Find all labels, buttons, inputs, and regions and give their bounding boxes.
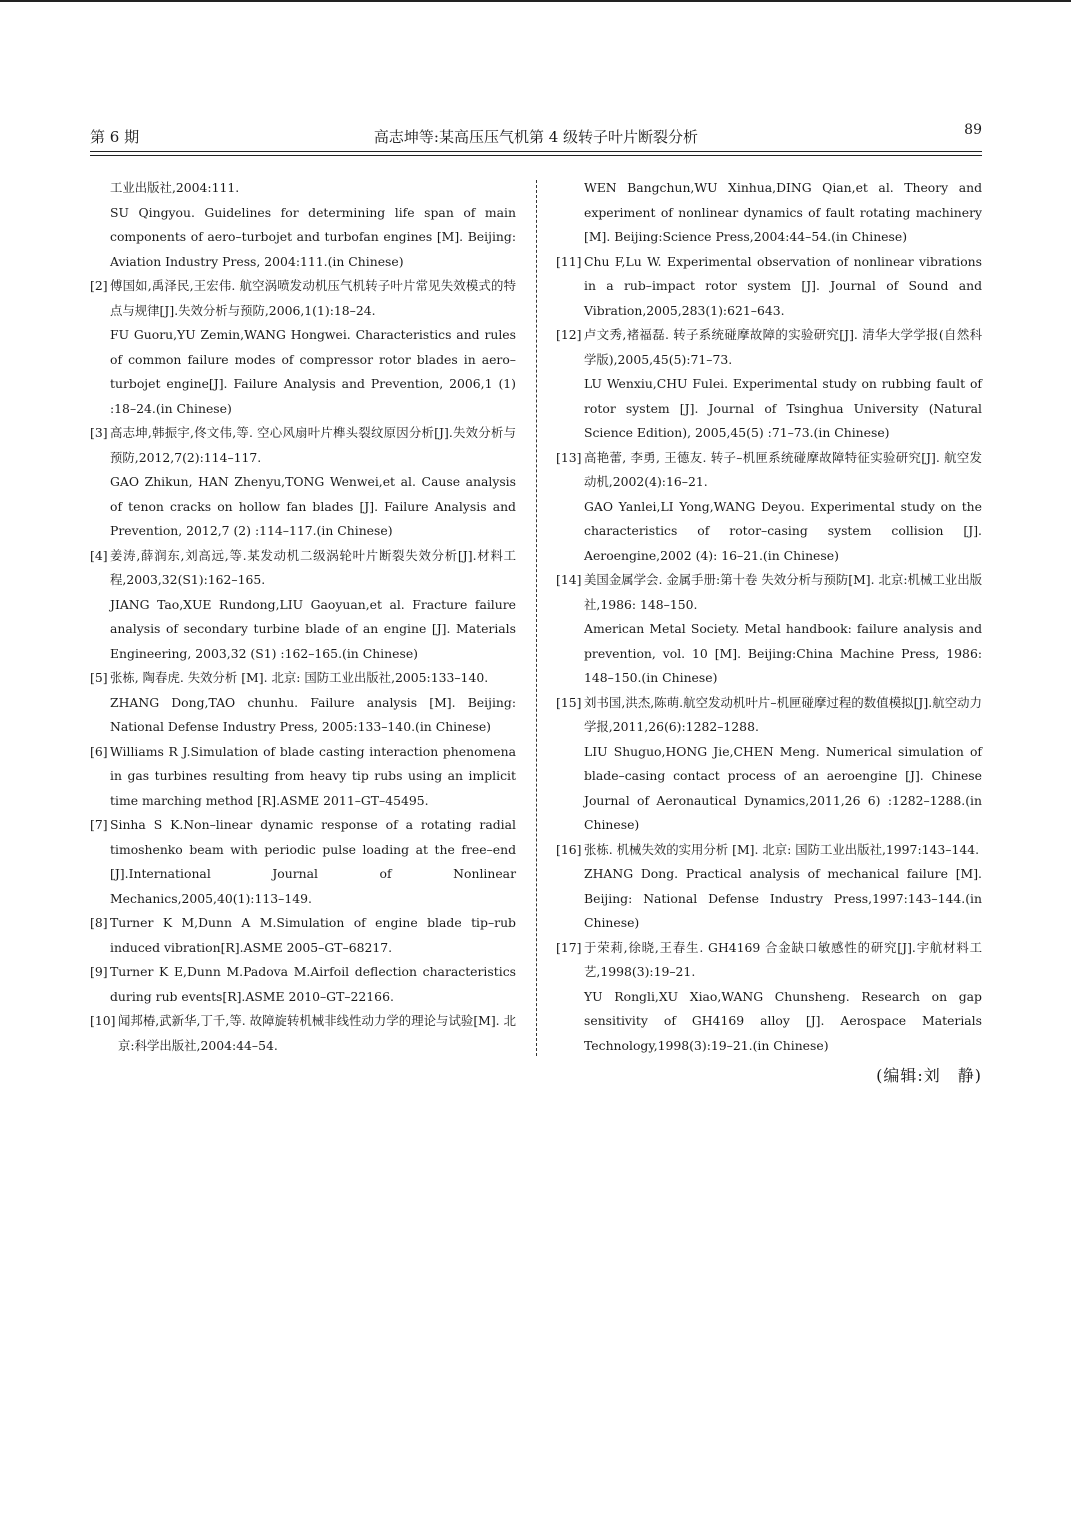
reference-translation: GAO Zhikun, HAN Zhenyu,TONG Wenwei,et al. Cause analysis of tenon cracks on hollow fan blades [J]. Failure Analysis and Prevention, 2012,7 (2) :114–117.(in Chinese)	[110, 474, 516, 538]
reference-item	[556, 446, 982, 569]
reference-text: 张栋. 机械失效的实用分析 [M]. 北京: 国防工业出版社,1997:143–144.	[584, 841, 980, 857]
reference-number: [4]	[90, 547, 108, 563]
reference-text: 美国金属学会. 金属手册:第十卷 失效分析与预防[M]. 北京:机械工业出版社,1986: 148–150.	[584, 572, 982, 612]
reference-continuation-en: WEN Bangchun,WU Xinhua,DING Qian,et al. Theory and experiment of nonlinear dynamics of fault rotating machinery [M]. Beijing:Science Press,2004:44–54.(in Chinese)	[584, 180, 982, 244]
reference-text: 姜涛,薛润东,刘高远,等.某发动机二级涡轮叶片断裂失效分析[J].材料工程,2003,32(S1):162–165.	[110, 547, 516, 587]
column-divider	[536, 180, 537, 1056]
reference-number: [16]	[556, 841, 582, 857]
reference-number: [12]	[556, 327, 582, 342]
reference-text: 刘书国,洪杰,陈萌.航空发动机叶片–机匣碰摩过程的数值模拟[J].航空动力学报,2011,26(6):1282–1288.	[584, 694, 982, 734]
reference-number: [11]	[556, 253, 582, 269]
reference-translation: ZHANG Dong. Practical analysis of mechanical failure [M]. Beijing: National Defense Industry Press,1997:143–144.(in Chinese)	[584, 866, 982, 930]
reference-item	[90, 740, 516, 814]
reference-continuation-en: SU Qingyou. Guidelines for determining life span of main components of aero–turbojet and turbofan engines [M]. Beijing: Aviation Industry Press, 2004:111.(in Chinese)	[110, 204, 516, 269]
reference-item	[556, 323, 982, 446]
references-right-column	[556, 176, 982, 1089]
reference-item	[556, 838, 982, 936]
reference-translation: LIU Shuguo,HONG Jie,CHEN Meng. Numerical simulation of blade–casing contact process of an aeroengine [J]. Chinese Journal of Aeronautical Dynamics,2011,26 6) :1282–1288.(in Chinese)	[584, 743, 982, 832]
reference-translation: ZHANG Dong,TAO chunhu. Failure analysis [M]. Beijing: National Defense Industry Press, 2005:133–140.(in Chinese)	[110, 694, 516, 734]
reference-text: 傅国如,禹泽民,王宏伟. 航空涡喷发动机压气机转子叶片常见失效模式的特点与规律[J].失效分析与预防,2006,1(1):18–24.	[110, 278, 516, 318]
reference-text: 闻邦椿,武新华,丁千,等. 故障旋转机械非线性动力学的理论与试验[M]. 北京:科学出版社,2004:44–54.	[118, 1013, 516, 1053]
reference-number: [14]	[556, 572, 582, 587]
page-top-border	[0, 0, 1071, 2]
reference-item	[90, 666, 516, 740]
reference-item	[556, 568, 982, 691]
reference-text: Turner K M,Dunn A M.Simulation of engine blade tip–rub induced vibration[R].ASME 2005–GT–68217.	[110, 915, 516, 955]
running-title: 高志坤等:某高压压气机第 4 级转子叶片断裂分析	[373, 128, 699, 146]
reference-text: 张栋, 陶春虎. 失效分析 [M]. 北京: 国防工业出版社,2005:133–140.	[110, 670, 489, 685]
reference-number: [6]	[90, 743, 108, 759]
reference-translation: JIANG Tao,XUE Rundong,LIU Gaoyuan,et al. Fracture failure analysis of secondary turbine blade of an engine [J]. Materials Engineering, 2003,32 (S1) :162–165.(in Chinese)	[110, 596, 516, 661]
running-header	[90, 122, 982, 148]
reference-translation: GAO Yanlei,LI Yong,WANG Deyou. Experimental study on the characteristics of rotor–casing system collision [J]. Aeroengine,2002 (4): 16–21.(in Chinese)	[584, 498, 982, 563]
reference-item	[90, 960, 516, 1009]
reference-item	[556, 936, 982, 1059]
reference-item	[556, 250, 982, 324]
reference-item	[90, 1009, 516, 1058]
reference-text: Sinha S K.Non–linear dynamic response of a rotating radial timoshenko beam with periodic pulse loading at the free–end [J].International Journal of Nonlinear Mechanics,2005,40(1):113–149.	[110, 817, 516, 906]
reference-text: 卢文秀,褚福磊. 转子系统碰摩故障的实验研究[J]. 清华大学学报(自然科学版),2005,45(5):71–73.	[584, 327, 982, 367]
reference-text: Turner K E,Dunn M.Padova M.Airfoil deflection characteristics during rub events[R].ASME 2010–GT–22166.	[110, 964, 516, 1004]
reference-number: [13]	[556, 449, 582, 465]
reference-number: [2]	[90, 278, 108, 293]
header-rule-bottom	[90, 155, 982, 156]
page-number: 89	[964, 122, 982, 138]
issue-number: 第 6 期	[90, 128, 140, 146]
reference-text: Williams R J.Simulation of blade casting interaction phenomena in gas turbines resulting from heavy tip rubs using an implicit time marching method [R].ASME 2011–GT–45495.	[110, 743, 516, 808]
reference-text: 高志坤,韩振宇,佟文伟,等. 空心风扇叶片榫头裂纹原因分析[J].失效分析与预防,2012,7(2):114–117.	[110, 425, 516, 465]
reference-number: [17]	[556, 939, 582, 955]
header-rule-top	[90, 151, 982, 152]
reference-number: [3]	[90, 425, 108, 440]
reference-number: [15]	[556, 694, 582, 710]
reference-translation: American Metal Society. Metal handbook: failure analysis and prevention, vol. 10 [M]. Beijing:China Machine Press, 1986: 148–150.(in Chinese)	[584, 621, 982, 685]
reference-text: Chu F,Lu W. Experimental observation of nonlinear vibrations in a rub–impact rotor system [J]. Journal of Sound and Vibration,2005,283(1):621–643.	[584, 253, 982, 318]
reference-text: 高艳蕾, 李勇, 王德友. 转子–机匣系统碰摩故障特征实验研究[J]. 航空发动机,2002(4):16–21.	[584, 449, 982, 489]
reference-number: [9]	[90, 964, 108, 979]
reference-item	[90, 813, 516, 911]
reference-translation: FU Guoru,YU Zemin,WANG Hongwei. Characteristics and rules of common failure modes of compressor rotor blades in aero–turbojet engine[J]. Failure Analysis and Prevention, 2006,1 (1) :18–24.(in Chinese)	[110, 327, 516, 416]
reference-continuation: 工业出版社,2004:111.	[110, 180, 240, 195]
reference-number: [8]	[90, 915, 108, 930]
references-left-column	[90, 176, 516, 1058]
reference-number: [5]	[90, 670, 108, 685]
reference-item	[90, 544, 516, 667]
reference-item	[90, 421, 516, 544]
editor-credit: (编辑:刘 静)	[876, 1066, 982, 1085]
reference-number: [7]	[90, 817, 108, 832]
reference-number: [10]	[90, 1013, 116, 1028]
reference-item	[556, 691, 982, 838]
reference-translation: YU Rongli,XU Xiao,WANG Chunsheng. Research on gap sensitivity of GH4169 alloy [J]. Aerospace Materials Technology,1998(3):19–21.(in Chinese)	[584, 988, 982, 1053]
reference-item	[90, 911, 516, 960]
reference-text: 于荣莉,徐晓,王春生. GH4169 合金缺口敏感性的研究[J].宇航材料工艺,1998(3):19–21.	[584, 939, 982, 979]
reference-item	[90, 274, 516, 421]
reference-translation: LU Wenxiu,CHU Fulei. Experimental study on rubbing fault of rotor system [J]. Journal of Tsinghua University (Natural Science Edition), 2005,45(5) :71–73.(in Chinese)	[584, 376, 982, 440]
